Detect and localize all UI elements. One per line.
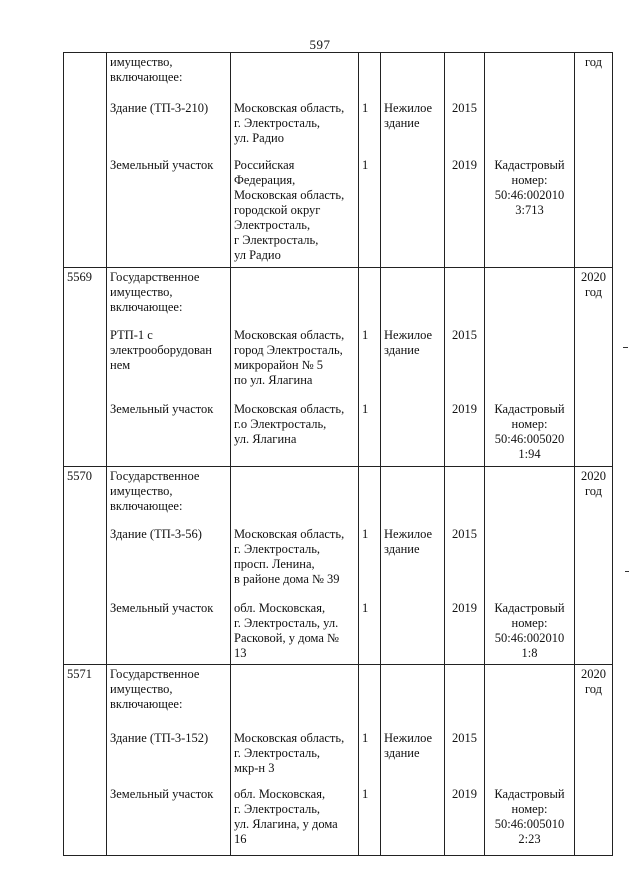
row-number-cell	[64, 665, 107, 856]
row-number: 5571	[67, 667, 92, 681]
item-qty: 1	[362, 328, 369, 342]
item-year: 2019	[452, 158, 477, 172]
property-register-table	[63, 52, 613, 856]
item-name: Земельный участок	[110, 402, 214, 416]
cadastral-cell	[485, 467, 575, 665]
item-address: обл. Московская, г. Электросталь, ул. Расковой, у дома № 13	[234, 601, 339, 660]
item-year: 2019	[452, 601, 477, 615]
group-header: Государственное имущество, включающее:	[110, 469, 200, 513]
year-cell	[445, 53, 485, 268]
register-row	[64, 467, 613, 665]
type-cell	[381, 53, 445, 268]
item-name: РТП-1 с электрооборудован нем	[110, 328, 212, 372]
item-qty: 1	[362, 158, 369, 172]
row-number-cell	[64, 268, 107, 467]
address-cell	[231, 467, 359, 665]
item-address: Российская Федерация, Московская область, городской округ Электросталь, г Электросталь, ул Радио	[234, 158, 345, 262]
item-qty: 1	[362, 787, 369, 801]
year-cell	[445, 467, 485, 665]
item-name: Здание (ТП-3-210)	[110, 101, 209, 115]
item-year: 2019	[452, 787, 477, 801]
registration-year-cell	[575, 268, 613, 467]
item-type: Нежилое здание	[384, 101, 433, 130]
name-cell	[107, 53, 231, 268]
item-name: Здание (ТП-3-152)	[110, 731, 209, 745]
address-cell	[231, 665, 359, 856]
qty-cell	[359, 467, 381, 665]
item-address: Московская область, г. Электросталь, мкр-н 3	[234, 731, 345, 775]
row-number: 5569	[67, 270, 92, 284]
item-address: Московская область, г. Электросталь, ул. Радио	[234, 101, 345, 145]
item-name: Земельный участок	[110, 158, 214, 172]
item-address: обл. Московская, г. Электросталь, ул. Ялагина, у дома 16	[234, 787, 338, 846]
type-cell	[381, 268, 445, 467]
item-qty: 1	[362, 101, 369, 115]
row-number-cell	[64, 53, 107, 268]
qty-cell	[359, 268, 381, 467]
item-year: 2015	[452, 731, 477, 745]
item-year: 2015	[452, 527, 477, 541]
address-cell	[231, 53, 359, 268]
scan-speck	[623, 347, 628, 348]
register-row	[64, 665, 613, 856]
row-number: 5570	[67, 469, 92, 483]
item-qty: 1	[362, 731, 369, 745]
item-address: Московская область, г.о Электросталь, ул. Ялагина	[234, 402, 345, 446]
row-number-cell	[64, 467, 107, 665]
group-header: Государственное имущество, включающее:	[110, 667, 200, 711]
qty-cell	[359, 53, 381, 268]
group-header: Государственное имущество, включающее:	[110, 270, 200, 314]
item-qty: 1	[362, 402, 369, 416]
item-year: 2015	[452, 328, 477, 342]
item-year: 2015	[452, 101, 477, 115]
registration-year: 2020 год	[581, 469, 606, 498]
type-cell	[381, 665, 445, 856]
registration-year: 2020 год	[581, 270, 606, 299]
group-header: имущество, включающее:	[110, 55, 183, 84]
item-cadastral: Кадастровый номер: 50:46:005020 1:94	[494, 402, 565, 461]
cadastral-cell	[485, 53, 575, 268]
item-type: Нежилое здание	[384, 328, 433, 357]
item-cadastral: Кадастровый номер: 50:46:002010 3:713	[494, 158, 565, 217]
register-row	[64, 53, 613, 268]
item-name: Здание (ТП-3-56)	[110, 527, 202, 541]
item-qty: 1	[362, 601, 369, 615]
cadastral-cell	[485, 665, 575, 856]
type-cell	[381, 467, 445, 665]
registration-year: год	[584, 55, 603, 69]
year-cell	[445, 665, 485, 856]
name-cell	[107, 665, 231, 856]
registration-year-cell	[575, 467, 613, 665]
item-qty: 1	[362, 527, 369, 541]
item-cadastral: Кадастровый номер: 50:46:002010 1:8	[494, 601, 565, 660]
name-cell	[107, 268, 231, 467]
name-cell	[107, 467, 231, 665]
item-address: Московская область, г. Электросталь, просп. Ленина, в районе дома № 39	[234, 527, 345, 586]
item-type: Нежилое здание	[384, 731, 433, 760]
item-type: Нежилое здание	[384, 527, 433, 556]
item-address: Московская область, город Электросталь, микрорайон № 5 по ул. Ялагина	[234, 328, 345, 387]
address-cell	[231, 268, 359, 467]
item-name: Земельный участок	[110, 601, 214, 615]
scan-speck	[625, 571, 629, 572]
item-name: Земельный участок	[110, 787, 214, 801]
year-cell	[445, 268, 485, 467]
registration-year-cell	[575, 665, 613, 856]
item-year: 2019	[452, 402, 477, 416]
cadastral-cell	[485, 268, 575, 467]
item-cadastral: Кадастровый номер: 50:46:005010 2:23	[494, 787, 565, 846]
register-row	[64, 268, 613, 467]
registration-year-cell	[575, 53, 613, 268]
registration-year: 2020 год	[581, 667, 606, 696]
page-number: 597	[309, 37, 331, 52]
qty-cell	[359, 665, 381, 856]
